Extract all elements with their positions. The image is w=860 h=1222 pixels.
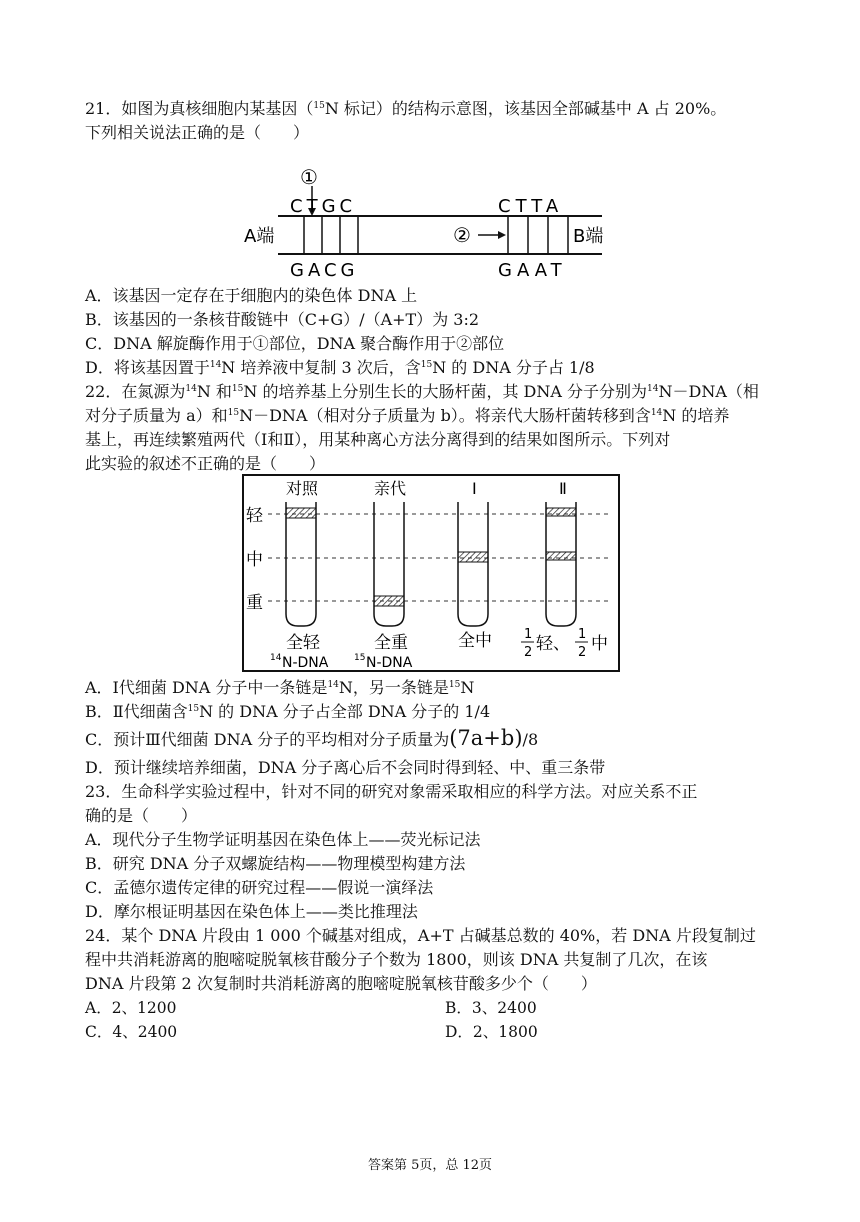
frac-text-1: 轻、 [536,634,570,654]
q22-option-c: C．预计Ⅲ代细菌 DNA 分子的平均相对分子质量为(7a+b)/8 [85,726,539,750]
q21-option-d: D．将该基因置于$^{14}$N 培养液中复制 3 次后，含$^{15}$N 的 DNA 分子占 1/8 [85,358,595,377]
band-parent-heavy [374,596,404,606]
frac-num-1: 1 [524,627,533,642]
marker-2: ② [453,223,471,247]
col-gen1-label: Ⅰ [472,479,477,498]
left-end-label: A端 [244,226,275,247]
q24-stem-line2: 程中共消耗游离的胞嘧啶脱氧核苷酸分子个数为 1800，则该 DNA 共复制了几次，在该 [85,950,708,969]
q22-centrifuge-figure [242,474,620,672]
q24-stem-line3: DNA 片段第 2 次复制时共消耗游离的胞嘧啶脱氧核苷酸多少个（ ） [85,974,597,993]
q22-option-d: D．预计继续培养细菌，DNA 分子离心后不会同时得到轻、中、重三条带 [85,758,606,777]
col-control-label: 对照 [286,479,319,498]
q22-option-a: A．Ⅰ代细菌 DNA 分子中一条链是$^{14}$N，另一条链是$^{15}$N [85,678,475,697]
q24-option-b: B．3、2400 [445,999,537,1017]
sub-15-text: N-DNA [366,655,413,671]
sub-15-sup: 15 [354,653,366,663]
col-gen2-label: Ⅱ [559,479,567,498]
q24-option-c: C．4、2400 [85,1023,178,1041]
band-control-light [286,508,316,518]
q23-option-c: C．孟德尔遗传定律的研究过程——假说一演绎法 [85,878,434,897]
q21-stem-line2: 下列相关说法正确的是（ ） [85,123,310,142]
row-light-label: 轻 [246,506,263,526]
q22-stem-line3: 基上，再连续繁殖两代（Ⅰ和Ⅱ），用某种离心方法分离得到的结果如图所示。下列对 [85,430,671,449]
label-all-light: 全轻 [286,633,320,653]
q23-stem-line2: 确的是（ ） [85,806,198,825]
q23-stem-line1: 23．生命科学实验过程中，针对不同的研究对象需采取相应的科学方法。对应关系不正 [85,782,698,801]
q24-stem-line1: 24．某个 DNA 片段由 1 000 个碱基对组成，A+T 占碱基总数的 40%，若 DNA 片段复制过 [85,926,756,945]
q23-option-a: A．现代分子生物学证明基因在染色体上——荧光标记法 [85,830,481,849]
band-gen2-mid [546,552,576,560]
bottom-left-bases: GACG [290,260,359,281]
q21-dna-figure [240,162,620,282]
band-gen2-light [546,508,576,516]
top-right-bases: CTTA [498,196,564,217]
q24-option-d: D．2、1800 [445,1023,538,1041]
q23-option-b: B．研究 DNA 分子双螺旋结构——物理模型构建方法 [85,854,466,873]
page-footer: 答案第 5页，总 12页 [367,1158,493,1173]
q24-option-a: A．2、1200 [85,999,177,1017]
bottom-right-bases: GAAT [498,260,567,281]
top-left-bases: CTGC [290,196,357,217]
sub-14-text: N-DNA [282,655,329,671]
label-all-mid: 全中 [458,631,492,651]
frac-den-2: 2 [578,645,587,660]
frac-den-1: 2 [524,645,533,660]
row-mid-label: 中 [246,550,263,570]
q21-option-a: A．该基因一定存在于细胞内的染色体 DNA 上 [85,286,418,305]
q22-stem-line1: 22．在氮源为$^{14}$N 和$^{15}$N 的培养基上分别生长的大肠杆菌，其 DNA 分子分别为$^{14}$N－DNA（相 [85,382,759,401]
band-gen1-mid [458,552,488,562]
q21-option-b: B．该基因的一条核苷酸链中（C+G）/（A+T）为 3:2 [85,310,480,329]
sub-14-sup: 14 [270,653,282,663]
q23-option-d: D．摩尔根证明基因在染色体上——类比推理法 [85,902,418,921]
q22-option-b: B．Ⅱ代细菌含$^{15}$N 的 DNA 分子占全部 DNA 分子的 1/4 [85,702,491,721]
row-heavy-label: 重 [246,593,263,613]
q22-stem-line4: 此实验的叙述不正确的是（ ） [85,454,326,473]
q21-option-c: C．DNA 解旋酶作用于①部位，DNA 聚合酶作用于②部位 [85,334,505,353]
marker-1: ① [300,165,318,189]
frac-text-2: 中 [591,634,608,654]
label-all-heavy: 全重 [374,633,408,653]
q21-stem-line1: 21．如图为真核细胞内某基因（$^{15}$N 标记）的结构示意图，该基因全部碱基中 A 占 20%。 [85,99,727,118]
q22-stem-line2: 对分子质量为 a）和$^{15}$N－DNA（相对分子质量为 b）。将亲代大肠杆菌转移到含$^{14}$N 的培养 [85,406,730,425]
col-parent-label: 亲代 [374,479,407,498]
right-end-label: B端 [573,226,604,247]
frac-num-2: 1 [578,627,587,642]
